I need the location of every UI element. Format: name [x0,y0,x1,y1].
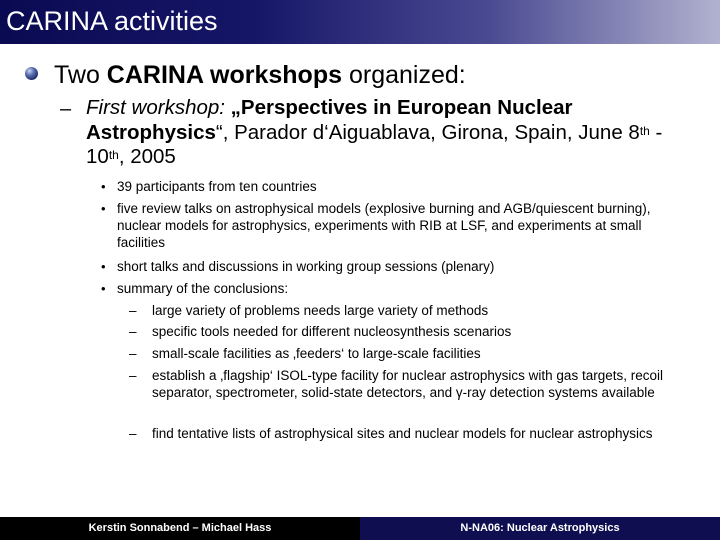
dash-bullet: – [60,98,72,120]
bullet-workshops-bold: CARINA workshops [106,61,343,89]
slide-title: CARINA activities [6,6,218,36]
ball-bullet-icon [25,67,38,80]
bullet-workshops [54,60,466,90]
bullet-dot: • [101,179,106,194]
ordinal-suffix: th [639,123,650,138]
ordinal-suffix: th [108,148,119,162]
dash-bullet: – [129,303,137,318]
point-summary: summary of the conclusions: [117,281,289,296]
footer-project: N-NA06: Nuclear Astrophysics [460,522,620,534]
conclusion-item: large variety of problems needs large variety of methods [152,303,489,318]
point-participants: 39 participants from ten countries [117,179,317,194]
footer-project-bar [360,517,720,540]
point-short-talks: short talks and discussions in working group sessions (plenary) [117,259,495,274]
point-review-talks: five review talks on astrophysical models (explosive burning and AGB/quiescent burning), nuclear models for astrophysics, experiments with RIB at LSF, and experiments at small facilities [117,201,651,250]
bullet-dot: • [101,201,106,216]
bullet-dot: • [101,281,106,296]
date-range: - 10 [86,120,663,168]
dash-bullet: – [129,324,137,339]
conclusion-item: small-scale facilities as ‚feeders‘ to large-scale facilities [152,346,481,361]
bullet-workshops-suffix: organized: [342,61,466,89]
workshop-name: „Perspectives in European Nuclear Astrophysics [86,96,573,144]
title-bar [0,0,720,44]
dash-bullet: – [129,368,137,383]
dash-bullet: – [129,346,137,361]
footer-authors-bar [0,517,360,540]
workshop-location: “, Parador d‘Aiguablava, Girona, Spain, June 8 [215,120,640,144]
bullet-dot: • [101,259,106,274]
conclusion-item: specific tools needed for different nucleosynthesis scenarios [152,324,512,339]
bullet-workshops-prefix: Two [54,61,107,89]
footer-authors: Kerstin Sonnabend – Michael Hass [88,522,272,534]
conclusion-item: establish a ‚flagship‘ ISOL-type facility for nuclear astrophysics with gas targets, recoil separator, spectrometer, solid-state detectors, and γ-ray detection systems available [152,368,663,400]
dash-bullet: – [129,426,137,441]
year: , 2005 [118,145,176,168]
first-workshop-text [86,96,686,170]
first-workshop-label: First workshop: [86,96,231,119]
conclusion-item: find tentative lists of astrophysical sites and nuclear models for nuclear astrophysics [152,426,653,441]
